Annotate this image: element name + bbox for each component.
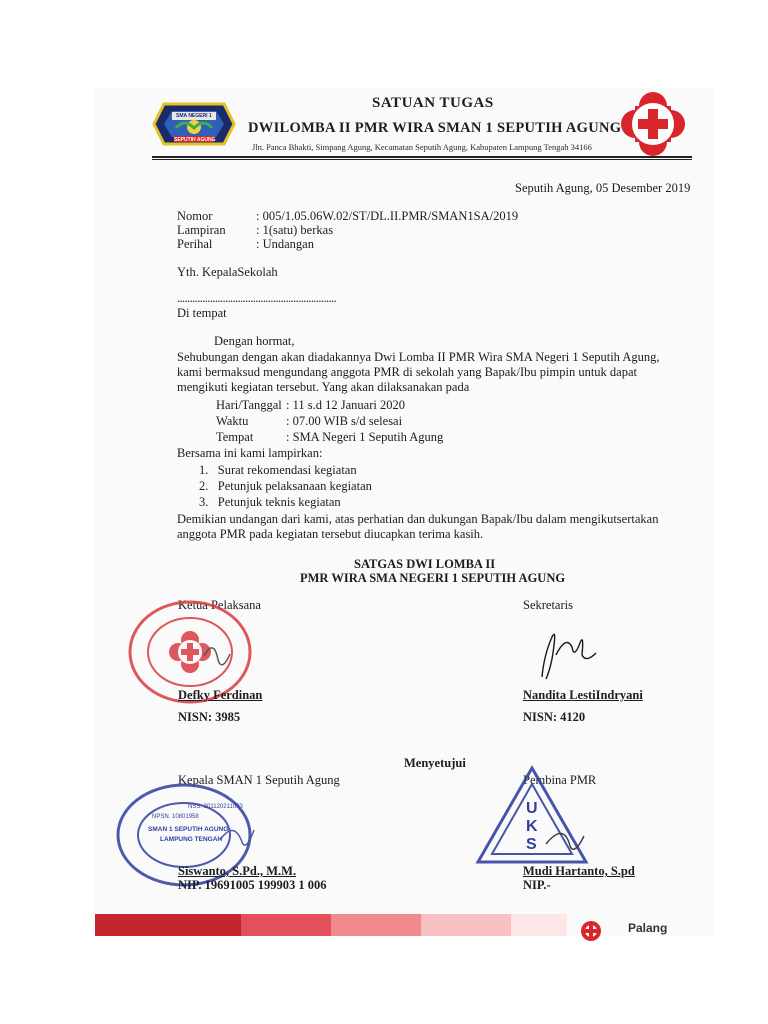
detail-value-time: : 07.00 WIB s/d selesai	[286, 414, 403, 428]
addressee-yth: Yth. KepalaSekolah	[177, 265, 278, 279]
uks-letter-k: K	[526, 818, 538, 835]
footer-band-5	[511, 914, 567, 936]
org-line-2: PMR WIRA SMA NEGERI 1 SEPUTIH AGUNG	[300, 571, 566, 585]
closing-line-2: anggota PMR pada kegiatan tersebut diucapkan terima kasih.	[177, 527, 484, 541]
detail-value-place: : SMA Negeri 1 Seputih Agung	[286, 430, 444, 444]
place-date: Seputih Agung, 05 Desember 2019	[515, 181, 691, 195]
meta-label-lampiran: Lampiran	[177, 223, 226, 237]
blue-stamp-center-1: SMAN 1 SEPUTIH AGUNG	[148, 826, 229, 833]
addressee-dots: ...............................................................	[177, 291, 337, 305]
uks-letter-s: S	[526, 836, 537, 853]
paragraph-line-1: Sehubungan dengan akan diadakannya Dwi Lomba II PMR Wira SMA Negeri 1 Seputih Agung,	[177, 350, 660, 364]
letterhead-event: DWILOMBA II PMR WIRA SMAN 1 SEPUTIH AGUNG	[248, 120, 622, 136]
footer-band-2	[241, 914, 331, 936]
detail-label-time: Waktu	[216, 414, 249, 428]
bottom-right-id: NIP.-	[523, 878, 551, 892]
footer-band-4	[421, 914, 511, 936]
logo-text-bottom: SEPUTIH AGUNG	[174, 137, 216, 143]
logo-text-top: SMA NEGERI 1	[176, 113, 212, 119]
closing-line-1: Demikian undangan dari kami, atas perhatian dan dukungan Bapak/Ibu dalam mengikutsertakan	[177, 512, 659, 526]
attachment-intro: Bersama ini kami lampirkan:	[177, 446, 323, 460]
detail-label-place: Tempat	[216, 430, 254, 444]
right-role: Sekretaris	[523, 598, 573, 612]
attachment-item-3: 3. Petunjuk teknis kegiatan	[199, 495, 341, 509]
red-cross-logo	[617, 88, 689, 160]
secretary-signature	[534, 625, 604, 683]
left-name: Defky Ferdinan	[178, 688, 263, 702]
org-line-1: SATGAS DWI LOMBA II	[354, 557, 496, 571]
footer-band-3	[331, 914, 421, 936]
bottom-left-name: Siswanto, S.Pd., M.M.	[178, 864, 297, 878]
detail-label-date: Hari/Tanggal	[216, 398, 282, 412]
blue-stamp-center-2: LAMPUNG TENGAH	[160, 836, 223, 843]
bottom-left-role: Kepala SMAN 1 Seputih Agung	[178, 773, 340, 787]
meta-value-perihal: : Undangan	[256, 237, 314, 251]
right-name: Nandita LestiIndryani	[523, 688, 643, 702]
paragraph-line-2: kami bermaksud mengundang anggota PMR di sekolah yang Bapak/Ibu pimpin untuk dapat	[177, 365, 637, 379]
greeting: Dengan hormat,	[214, 334, 295, 348]
attachment-item-1: 1. Surat rekomendasi kegiatan	[199, 463, 357, 477]
bottom-right-role: Pembina PMR	[523, 773, 597, 787]
bottom-left-id: NIP. 19691005 199903 1 006	[178, 878, 327, 892]
footer-brand: Palang	[628, 921, 668, 935]
blue-stamp-npsn: NPSN. 10801958	[152, 814, 199, 820]
left-role: Ketua Pelaksana	[178, 598, 261, 612]
letterhead-rule	[152, 156, 692, 158]
meta-value-nomor: : 005/1.05.06W.02/ST/DL.II.PMR/SMAN1SA/2019	[256, 209, 519, 223]
letterhead-address: Jln. Panca Bhakti, Simpang Agung, Kecamatan Seputih Agung, Kabupaten Lampung Tengah 34166	[252, 142, 592, 152]
meta-label-nomor: Nomor	[177, 209, 213, 223]
attachment-item-2: 2. Petunjuk pelaksanaan kegiatan	[199, 479, 372, 493]
meta-label-perihal: Perihal	[177, 237, 213, 251]
meta-value-lampiran: : 1(satu) berkas	[256, 223, 334, 237]
bottom-right-name: Mudi Hartanto, S.pd	[523, 864, 635, 878]
footer-cross-icon	[580, 920, 602, 942]
letterhead-rule-thin	[152, 159, 692, 160]
right-id: NISN: 4120	[523, 710, 586, 724]
blue-stamp-nss: NSS. 301120211003	[188, 804, 243, 810]
uks-letter-u: U	[526, 800, 538, 817]
letterhead-title: SATUAN TUGAS	[372, 95, 494, 111]
paragraph-line-3: mengikuti kegiatan tersebut. Yang akan dilaksanakan pada	[177, 380, 470, 394]
approval-heading: Menyetujui	[404, 756, 466, 770]
footer-band-1	[95, 914, 241, 936]
left-id: NISN: 3985	[178, 710, 241, 724]
detail-value-date: : 11 s.d 12 Januari 2020	[286, 398, 405, 412]
addressee-di-tempat: Di tempat	[177, 306, 227, 320]
